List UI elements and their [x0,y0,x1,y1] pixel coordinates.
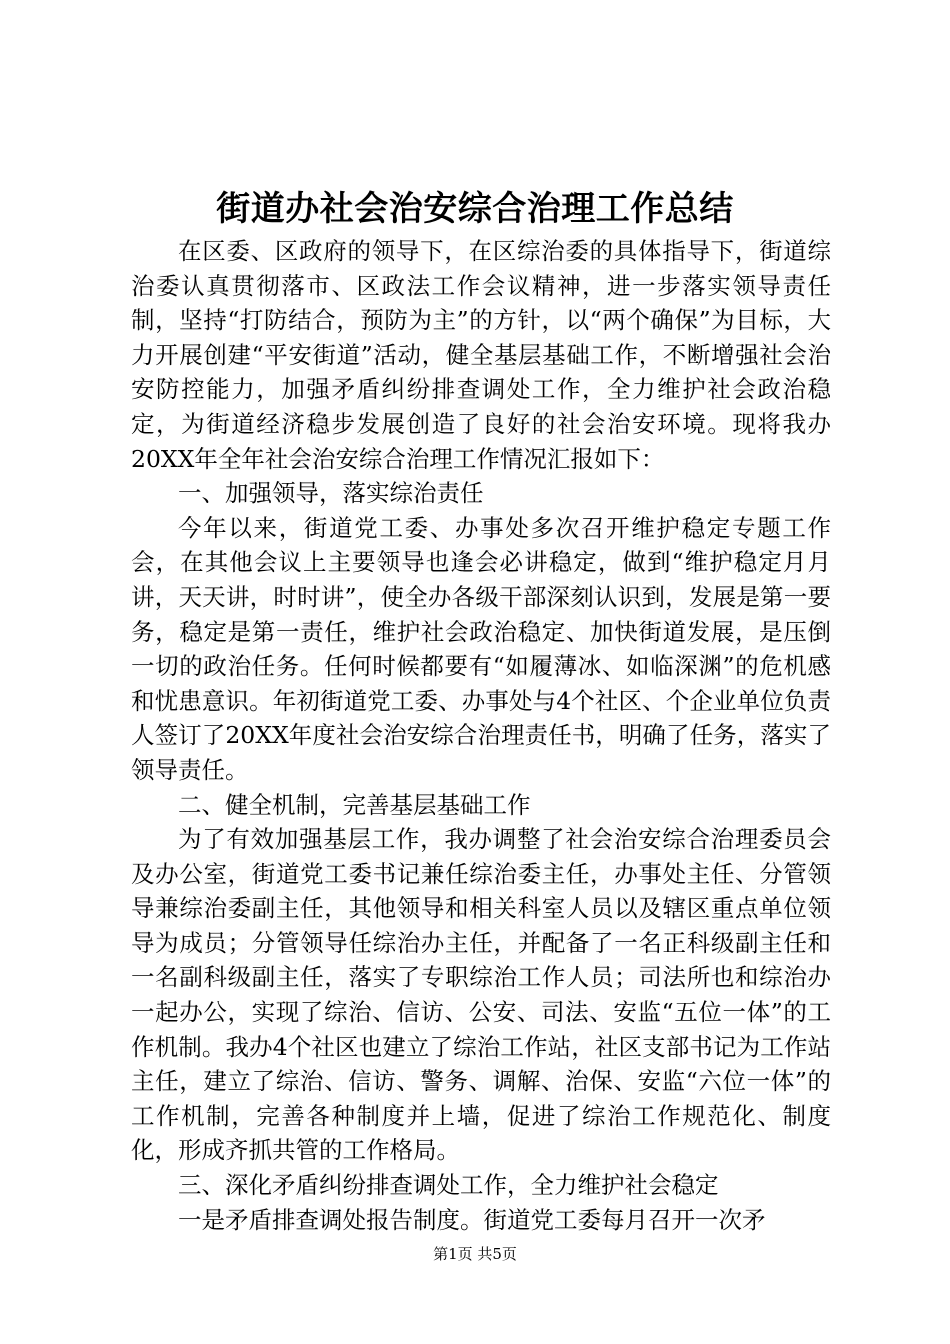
paragraph-section-1: 今年以来，街道党工委、办事处多次召开维护稳定专题工作会，在其他会议上主要领导也逢会必讲稳定，做到“维护稳定月月讲，天天讲，时时讲”，使全办各级干部深刻认识到，发展是第一要务，稳定是第一责任，维护社会政治稳定、加快街道发展，是压倒一切的政治任务。任何时候都要有“如履薄冰、如临深渊”的危机感和忧患意识。年初街道党工委、办事处与4个社区、个企业单位负责人签订了20XX年度社会治安综合治理责任书，明确了任务，落实了领导责任。 [131,513,831,784]
section-heading-2: 二、健全机制，完善基层基础工作 [178,790,531,819]
section-heading-1: 一、加强领导，落实综治责任 [178,479,484,508]
page-footer: 第1页 共5页 [433,1245,517,1263]
paragraph-section-3: 一是矛盾排查调处报告制度。街道党工委每月召开一次矛 [178,1205,766,1234]
section-heading-3: 三、深化矛盾纠纷排查调处工作，全力维护社会稳定 [178,1171,719,1200]
paragraph-intro: 在区委、区政府的领导下，在区综治委的具体指导下，街道综治委认真贯彻落市、区政法工作会议精神，进一步落实领导责任制，坚持“打防结合，预防为主”的方针，以“两个确保”为目标，大力开展创建“平安街道”活动，健全基层基础工作，不断增强社会治安防控能力，加强矛盾纠纷排查调处工作，全力维护社会政治稳定，为街道经济稳步发展创造了良好的社会治安环境。现将我办20XX年全年社会治安综合治理工作情况汇报如下： [131,237,831,473]
document-body [131,234,831,1237]
document-title: 街道办社会治安综合治理工作总结 [216,189,734,229]
paragraph-section-2: 为了有效加强基层工作，我办调整了社会治安综合治理委员会及办公室，街道党工委书记兼任综治委主任，办事处主任、分管领导兼综治委副主任，其他领导和相关科室人员以及辖区重点单位领导为成员；分管领导任综治办主任，并配备了一名正科级副主任和一名副科级副主任，落实了专职综治工作人员；司法所也和综治办一起办公，实现了综治、信访、公安、司法、安监“五位一体”的工作机制。我办4个社区也建立了综治工作站，社区支部书记为工作站主任，建立了综治、信访、警务、调解、治保、安监“六位一体”的工作机制，完善各种制度并上墙，促进了综治工作规范化、制度化，形成齐抓共管的工作格局。 [131,825,831,1165]
